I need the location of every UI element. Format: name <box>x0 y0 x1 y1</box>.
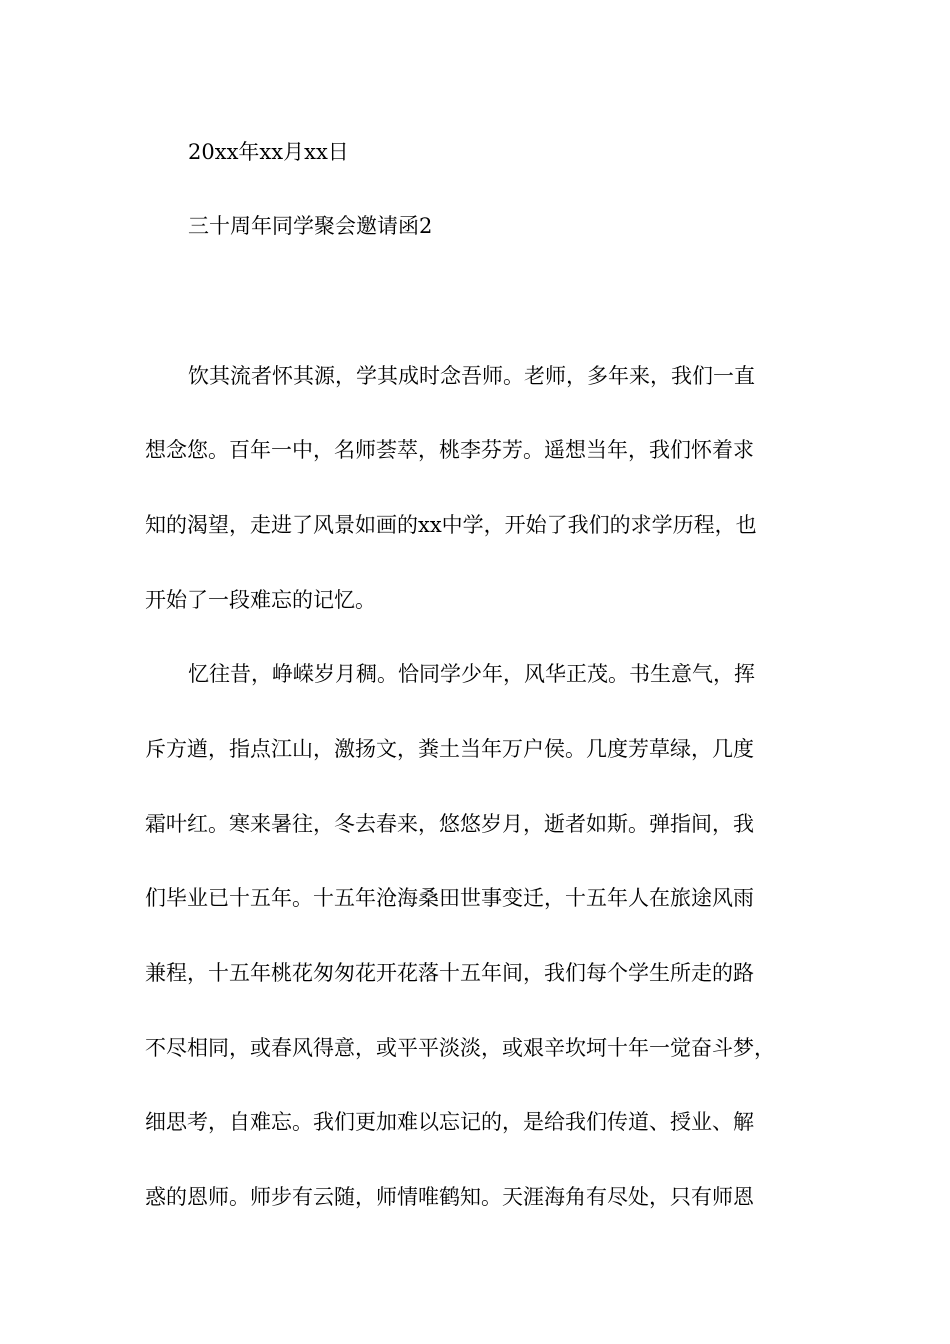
paragraph-2-line-5: 兼程，十五年桃花匆匆花开花落十五年间，我们每个学生所走的路 <box>145 961 754 985</box>
paragraph-2-line-6: 不尽相同，或春风得意，或平平淡淡，或艰辛坎坷十年一觉奋斗梦， <box>145 1036 775 1060</box>
paragraph-1-line-1: 饮其流者怀其源，学其成时念吾师。老师，多年来，我们一直 <box>188 364 755 388</box>
paragraph-1-line-2: 想念您。百年一中，名师荟萃，桃李芬芳。遥想当年，我们怀着求 <box>145 438 754 462</box>
document-heading: 三十周年同学聚会邀请函2 <box>188 214 433 238</box>
paragraph-2-line-7: 细思考，自难忘。我们更加难以忘记的，是给我们传道、授业、解 <box>145 1110 754 1134</box>
document-date: 20xx年xx月xx日 <box>188 140 349 164</box>
paragraph-2-line-4: 们毕业已十五年。十五年沧海桑田世事变迁，十五年人在旅途风雨 <box>145 886 754 910</box>
paragraph-2-line-3: 霜叶红。寒来暑往，冬去春来，悠悠岁月，逝者如斯。弹指间，我 <box>145 812 754 836</box>
paragraph-2-line-8: 惑的恩师。师步有云随，师情唯鹤知。天涯海角有尽处，只有师恩 <box>145 1185 754 1209</box>
paragraph-2-line-1: 忆往昔，峥嵘岁月稠。恰同学少年，风华正茂。书生意气，挥 <box>188 662 755 686</box>
paragraph-2-line-2: 斥方遒，指点江山，激扬文，粪土当年万户侯。几度芳草绿，几度 <box>145 737 754 761</box>
paragraph-1-line-4: 开始了一段难忘的记忆。 <box>145 588 376 612</box>
paragraph-1-line-3: 知的渴望，走进了风景如画的xx中学，开始了我们的求学历程，也 <box>145 513 757 537</box>
